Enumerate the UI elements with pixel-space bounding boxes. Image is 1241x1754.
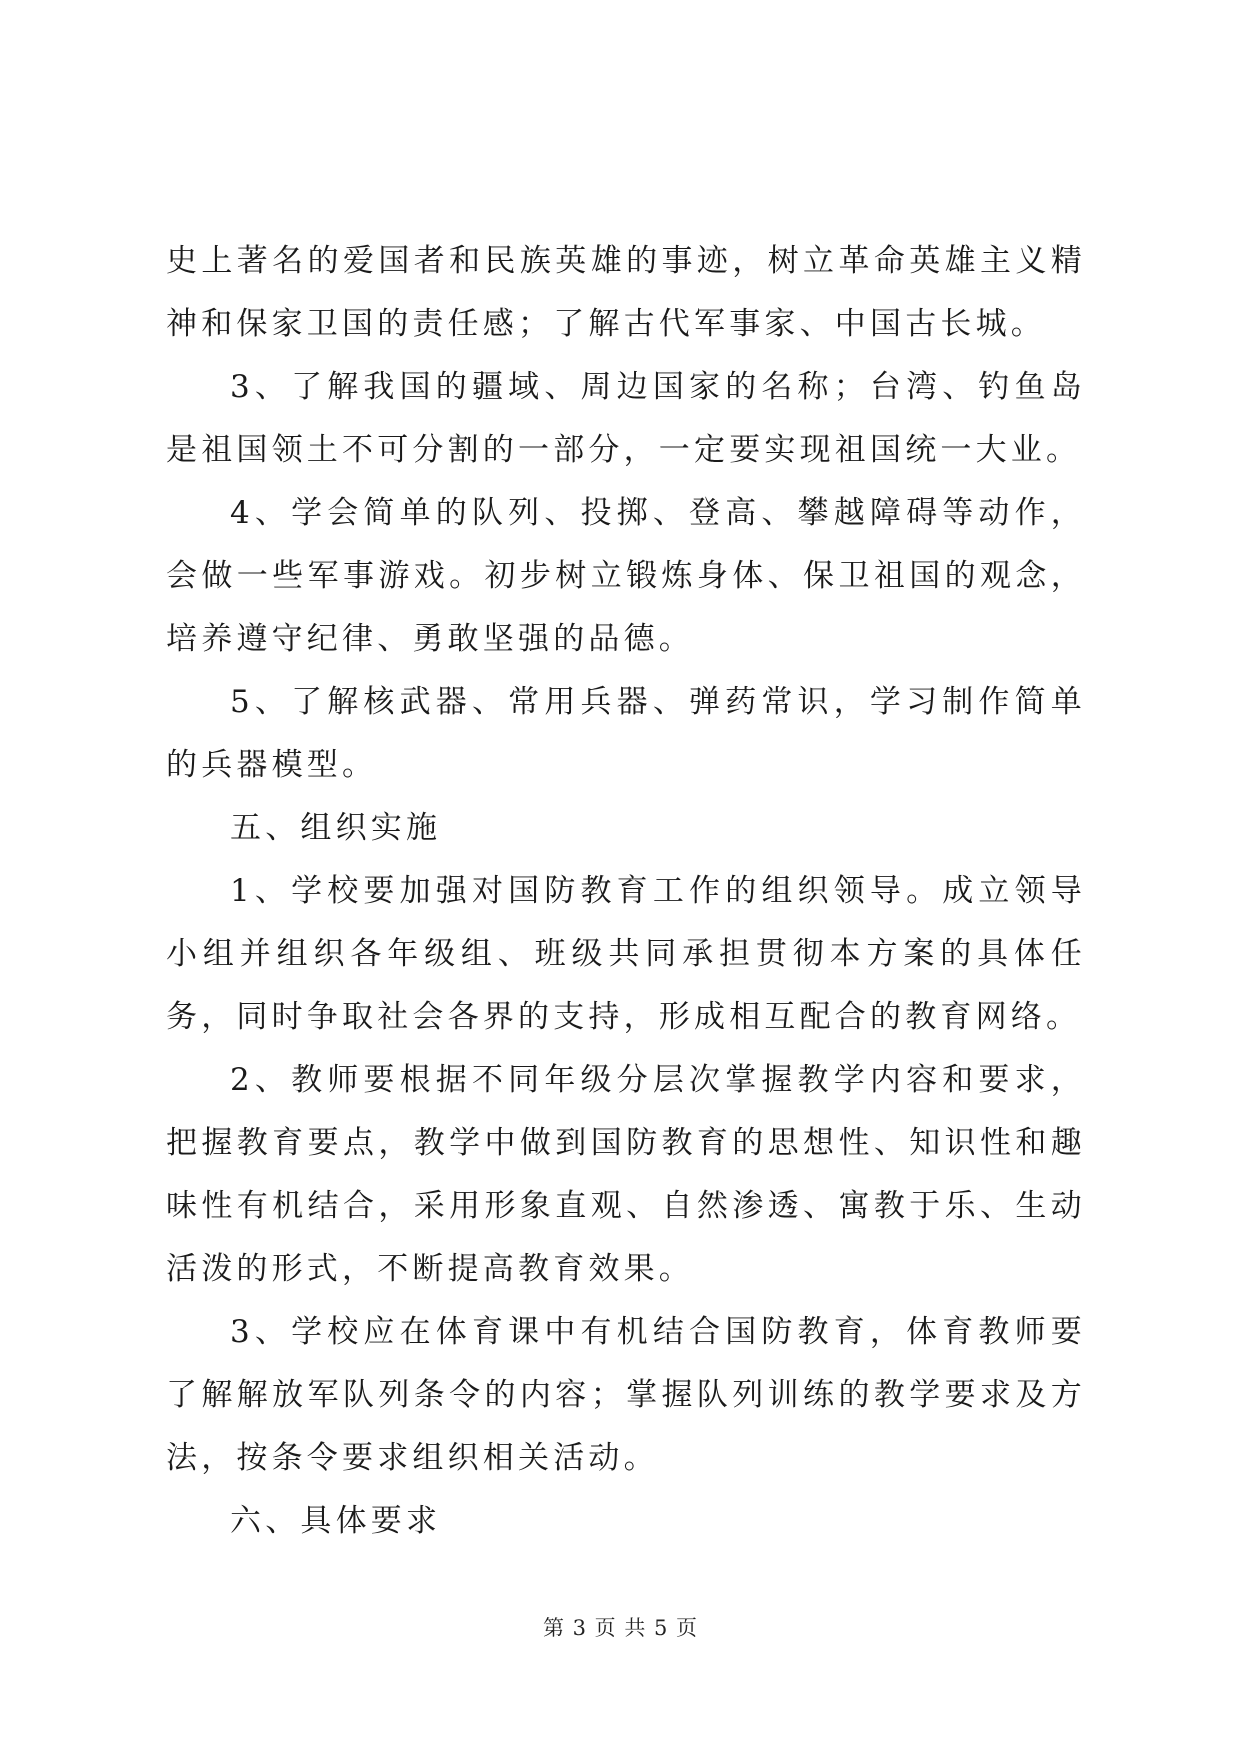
section-heading-organization: 五、组织实施	[230, 810, 442, 846]
section-heading-requirements: 六、具体要求	[230, 1503, 442, 1539]
document-body	[166, 230, 1086, 1553]
page-number-footer: 第 3 页 共 5 页	[542, 1616, 699, 1640]
paragraph-continuation: 史上著名的爱国者和民族英雄的事迹，树立革命英雄主义精神和保家卫国的责任感；了解古代军事家、中国古长城。	[166, 243, 1086, 342]
paragraph-item-3: 3、了解我国的疆域、周边国家的名称；台湾、钓鱼岛是祖国领土不可分割的一部分，一定要实现祖国统一大业。	[166, 369, 1086, 468]
paragraph-org-1: 1、学校要加强对国防教育工作的组织领导。成立领导小组并组织各年级组、班级共同承担贯彻本方案的具体任务，同时争取社会各界的支持，形成相互配合的教育网络。	[166, 873, 1086, 1035]
paragraph-org-2: 2、教师要根据不同年级分层次掌握教学内容和要求，把握教育要点，教学中做到国防教育的思想性、知识性和趣味性有机结合，采用形象直观、自然渗透、寓教于乐、生动活泼的形式，不断提高教育效果。	[166, 1062, 1086, 1287]
paragraph-item-4: 4、学会简单的队列、投掷、登高、攀越障碍等动作，会做一些军事游戏。初步树立锻炼身体、保卫祖国的观念，培养遵守纪律、勇敢坚强的品德。	[166, 495, 1086, 657]
paragraph-org-3: 3、学校应在体育课中有机结合国防教育，体育教师要了解解放军队列条令的内容；掌握队列训练的教学要求及方法，按条令要求组织相关活动。	[166, 1314, 1086, 1476]
paragraph-item-5: 5、了解核武器、常用兵器、弹药常识，学习制作简单的兵器模型。	[166, 684, 1086, 783]
